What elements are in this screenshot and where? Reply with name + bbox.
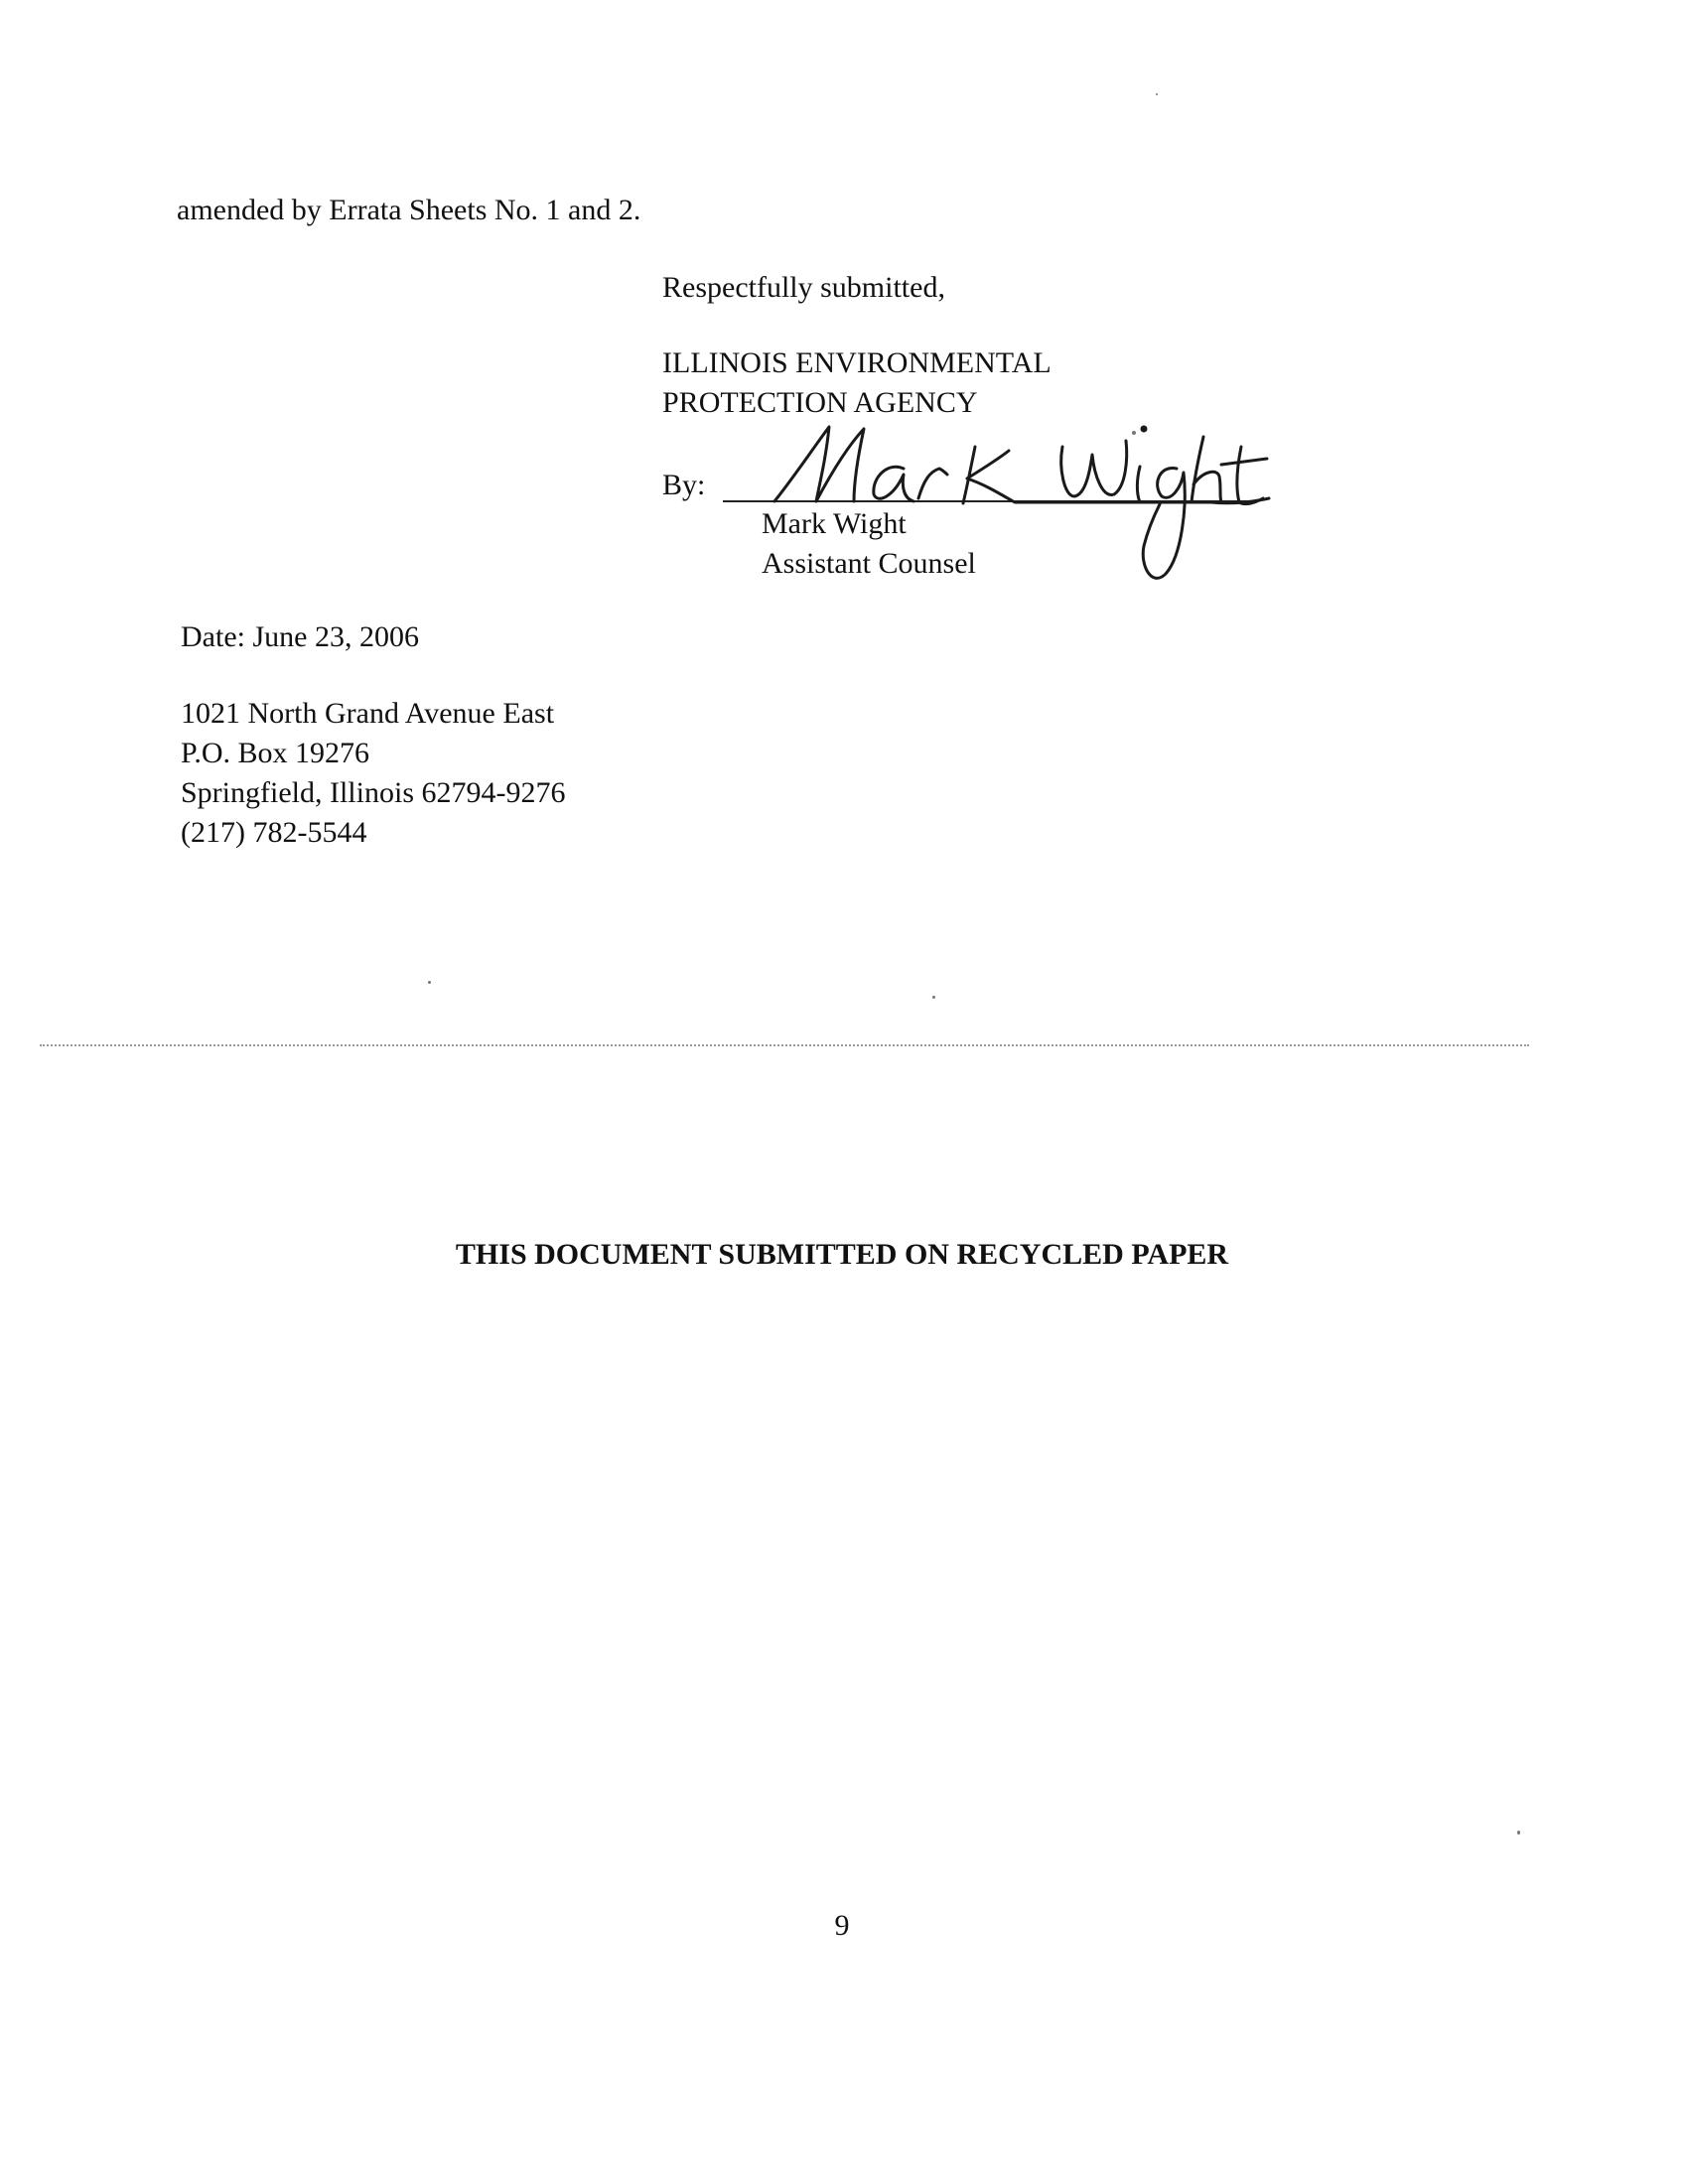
signer-block xyxy=(762,504,976,584)
scan-speck xyxy=(1517,1831,1520,1835)
scan-speck xyxy=(428,981,431,984)
address-street: 1021 North Grand Avenue East xyxy=(181,697,555,730)
scan-speck xyxy=(932,996,935,999)
intro-line: amended by Errata Sheets No. 1 and 2. xyxy=(177,194,641,226)
by-label: By: xyxy=(662,469,706,501)
closing-salutation: Respectfully submitted, xyxy=(662,271,945,304)
scan-speck xyxy=(1132,431,1136,435)
recycled-paper-notice: THIS DOCUMENT SUBMITTED ON RECYCLED PAPER xyxy=(455,1238,1229,1271)
scan-artifact-line xyxy=(40,1044,1529,1046)
address-po-box: P.O. Box 19276 xyxy=(181,737,370,769)
scan-speck xyxy=(1156,93,1158,95)
date-line: Date: June 23, 2006 xyxy=(181,620,419,653)
address-phone: (217) 782-5544 xyxy=(181,816,367,849)
signer-name: Mark Wight xyxy=(762,507,907,540)
page-number: 9 xyxy=(834,1909,850,1942)
signer-title: Assistant Counsel xyxy=(762,547,976,580)
address-block xyxy=(181,694,565,853)
agency-name-line-2: PROTECTION AGENCY xyxy=(662,386,978,419)
agency-name-line-1: ILLINOIS ENVIRONMENTAL xyxy=(662,346,1052,379)
address-city-state-zip: Springfield, Illinois 62794-9276 xyxy=(181,776,566,809)
